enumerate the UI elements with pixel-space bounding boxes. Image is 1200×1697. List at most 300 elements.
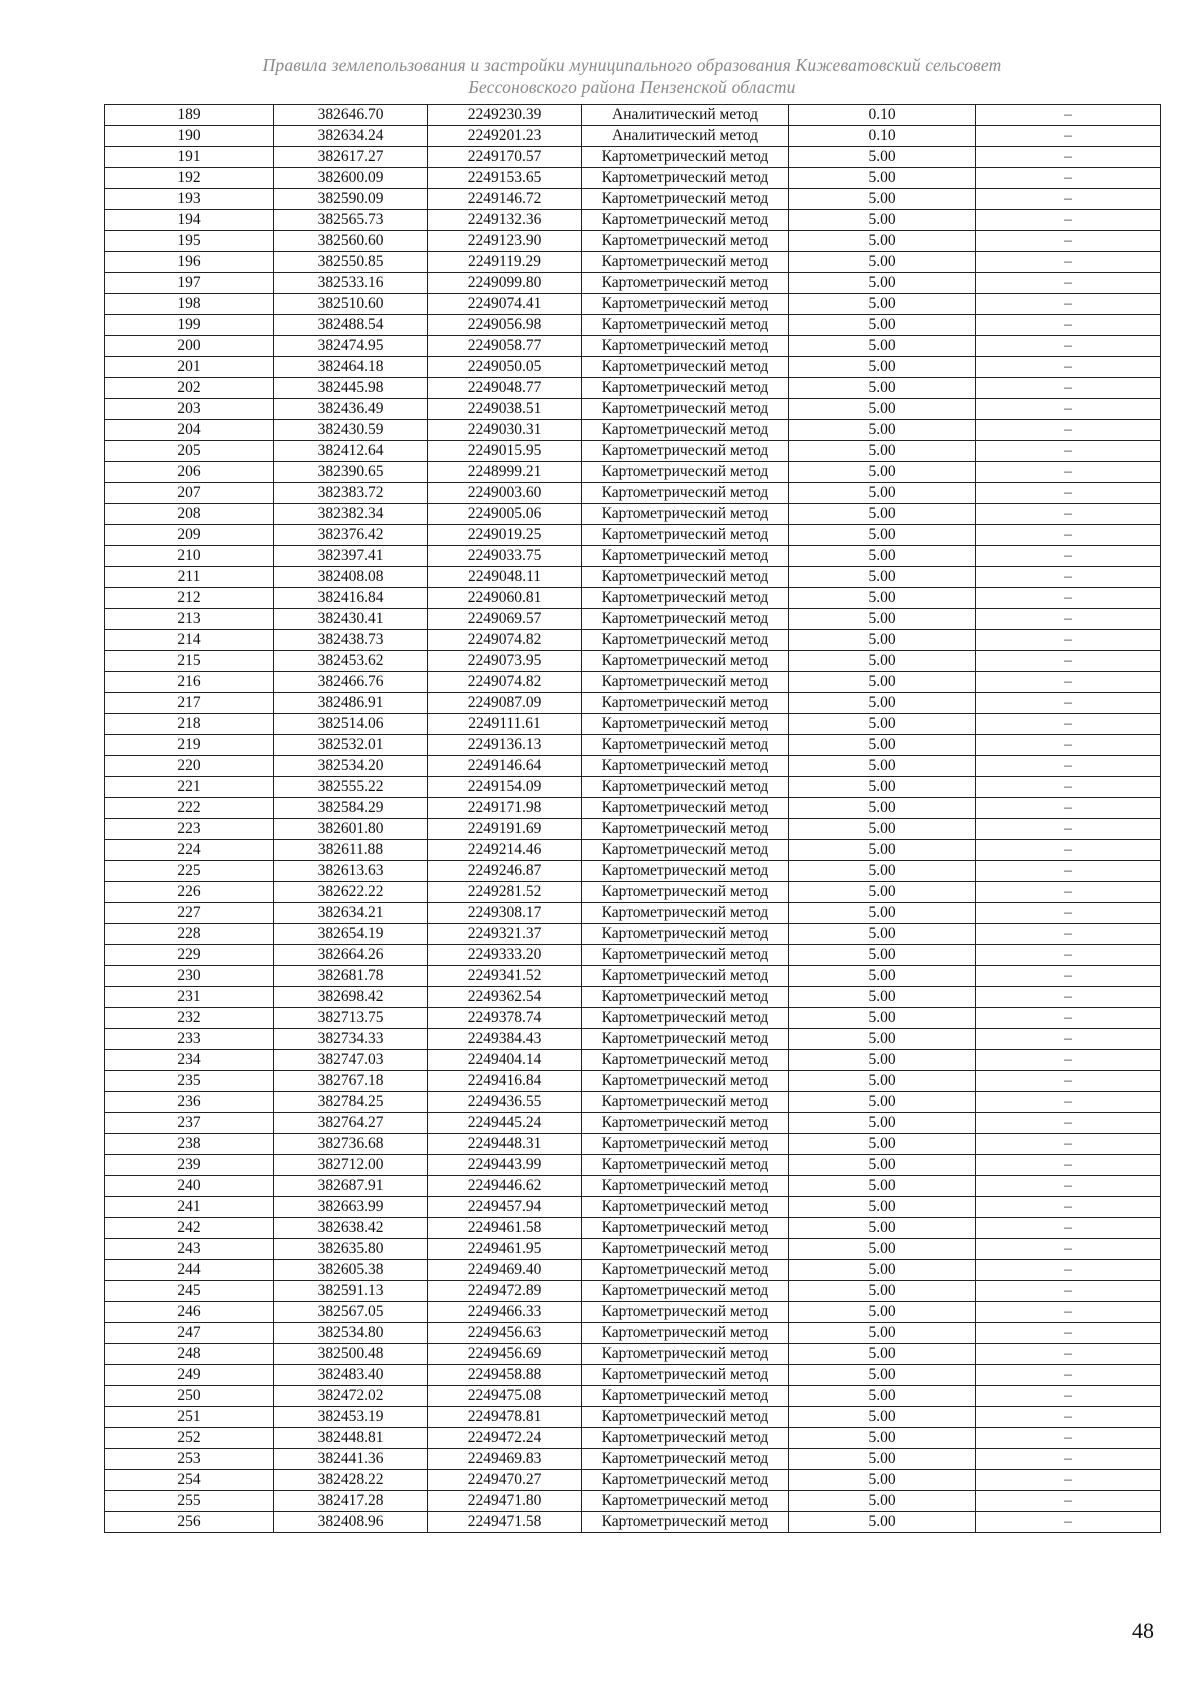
accuracy-cell: 5.00	[789, 294, 976, 315]
y-coordinate-cell: 2249191.69	[428, 819, 582, 840]
table-row	[105, 1449, 1161, 1470]
note-cell: –	[976, 273, 1161, 294]
accuracy-cell: 5.00	[789, 672, 976, 693]
x-coordinate-cell: 382466.76	[274, 672, 428, 693]
accuracy-cell: 5.00	[789, 1176, 976, 1197]
point-number-cell: 226	[105, 882, 274, 903]
x-coordinate-cell: 382634.21	[274, 903, 428, 924]
y-coordinate-cell: 2249230.39	[428, 105, 582, 126]
table-row	[105, 336, 1161, 357]
accuracy-cell: 5.00	[789, 714, 976, 735]
point-number-cell: 222	[105, 798, 274, 819]
accuracy-cell: 5.00	[789, 735, 976, 756]
method-cell: Картометрический метод	[582, 1512, 789, 1533]
accuracy-cell: 5.00	[789, 1323, 976, 1344]
y-coordinate-cell: 2249362.54	[428, 987, 582, 1008]
accuracy-cell: 5.00	[789, 1365, 976, 1386]
point-number-cell: 245	[105, 1281, 274, 1302]
accuracy-cell: 5.00	[789, 357, 976, 378]
method-cell: Картометрический метод	[582, 546, 789, 567]
accuracy-cell: 5.00	[789, 315, 976, 336]
note-cell: –	[976, 504, 1161, 525]
note-cell: –	[976, 735, 1161, 756]
y-coordinate-cell: 2249458.88	[428, 1365, 582, 1386]
note-cell: –	[976, 1071, 1161, 1092]
x-coordinate-cell: 382483.40	[274, 1365, 428, 1386]
method-cell: Картометрический метод	[582, 147, 789, 168]
point-number-cell: 189	[105, 105, 274, 126]
table-row	[105, 588, 1161, 609]
table-row	[105, 399, 1161, 420]
method-cell: Картометрический метод	[582, 903, 789, 924]
y-coordinate-cell: 2249461.58	[428, 1218, 582, 1239]
y-coordinate-cell: 2249153.65	[428, 168, 582, 189]
note-cell: –	[976, 588, 1161, 609]
accuracy-cell: 0.10	[789, 105, 976, 126]
table-row	[105, 945, 1161, 966]
point-number-cell: 221	[105, 777, 274, 798]
y-coordinate-cell: 2249443.99	[428, 1155, 582, 1176]
point-number-cell: 203	[105, 399, 274, 420]
method-cell: Картометрический метод	[582, 1092, 789, 1113]
table-row	[105, 147, 1161, 168]
method-cell: Картометрический метод	[582, 1197, 789, 1218]
accuracy-cell: 5.00	[789, 1092, 976, 1113]
y-coordinate-cell: 2249416.84	[428, 1071, 582, 1092]
y-coordinate-cell: 2249378.74	[428, 1008, 582, 1029]
point-number-cell: 250	[105, 1386, 274, 1407]
x-coordinate-cell: 382712.00	[274, 1155, 428, 1176]
y-coordinate-cell: 2249321.37	[428, 924, 582, 945]
table-row	[105, 168, 1161, 189]
x-coordinate-cell: 382534.20	[274, 756, 428, 777]
y-coordinate-cell: 2249033.75	[428, 546, 582, 567]
table-row	[105, 441, 1161, 462]
method-cell: Картометрический метод	[582, 378, 789, 399]
point-number-cell: 192	[105, 168, 274, 189]
table-row	[105, 567, 1161, 588]
method-cell: Картометрический метод	[582, 231, 789, 252]
x-coordinate-cell: 382611.88	[274, 840, 428, 861]
note-cell: –	[976, 483, 1161, 504]
table-row	[105, 861, 1161, 882]
y-coordinate-cell: 2249119.29	[428, 252, 582, 273]
note-cell: –	[976, 693, 1161, 714]
method-cell: Картометрический метод	[582, 1239, 789, 1260]
method-cell: Картометрический метод	[582, 420, 789, 441]
y-coordinate-cell: 2249475.08	[428, 1386, 582, 1407]
y-coordinate-cell: 2249341.52	[428, 966, 582, 987]
table-row	[105, 798, 1161, 819]
point-number-cell: 219	[105, 735, 274, 756]
x-coordinate-cell: 382412.64	[274, 441, 428, 462]
table-row	[105, 504, 1161, 525]
accuracy-cell: 5.00	[789, 1428, 976, 1449]
note-cell: –	[976, 777, 1161, 798]
y-coordinate-cell: 2249308.17	[428, 903, 582, 924]
x-coordinate-cell: 382428.22	[274, 1470, 428, 1491]
note-cell: –	[976, 210, 1161, 231]
table-row	[105, 1218, 1161, 1239]
table-row	[105, 546, 1161, 567]
x-coordinate-cell: 382533.16	[274, 273, 428, 294]
y-coordinate-cell: 2249074.82	[428, 630, 582, 651]
note-cell: –	[976, 1449, 1161, 1470]
point-number-cell: 248	[105, 1344, 274, 1365]
y-coordinate-cell: 2249099.80	[428, 273, 582, 294]
point-number-cell: 235	[105, 1071, 274, 1092]
point-number-cell: 237	[105, 1113, 274, 1134]
y-coordinate-cell: 2249074.41	[428, 294, 582, 315]
table-row	[105, 882, 1161, 903]
table-row	[105, 819, 1161, 840]
method-cell: Картометрический метод	[582, 735, 789, 756]
point-number-cell: 191	[105, 147, 274, 168]
method-cell: Аналитический метод	[582, 105, 789, 126]
accuracy-cell: 5.00	[789, 1113, 976, 1134]
y-coordinate-cell: 2249038.51	[428, 399, 582, 420]
accuracy-cell: 5.00	[789, 336, 976, 357]
point-number-cell: 208	[105, 504, 274, 525]
table-row	[105, 294, 1161, 315]
method-cell: Картометрический метод	[582, 1050, 789, 1071]
table-row	[105, 609, 1161, 630]
x-coordinate-cell: 382408.08	[274, 567, 428, 588]
x-coordinate-cell: 382601.80	[274, 819, 428, 840]
table-row	[105, 1302, 1161, 1323]
accuracy-cell: 5.00	[789, 168, 976, 189]
note-cell: –	[976, 1302, 1161, 1323]
point-number-cell: 231	[105, 987, 274, 1008]
point-number-cell: 193	[105, 189, 274, 210]
x-coordinate-cell: 382654.19	[274, 924, 428, 945]
accuracy-cell: 5.00	[789, 1197, 976, 1218]
x-coordinate-cell: 382445.98	[274, 378, 428, 399]
table-row	[105, 1050, 1161, 1071]
table-row	[105, 483, 1161, 504]
table-row	[105, 420, 1161, 441]
point-number-cell: 244	[105, 1260, 274, 1281]
accuracy-cell: 5.00	[789, 903, 976, 924]
accuracy-cell: 5.00	[789, 1344, 976, 1365]
y-coordinate-cell: 2249087.09	[428, 693, 582, 714]
x-coordinate-cell: 382430.41	[274, 609, 428, 630]
x-coordinate-cell: 382698.42	[274, 987, 428, 1008]
x-coordinate-cell: 382430.59	[274, 420, 428, 441]
table-row	[105, 189, 1161, 210]
accuracy-cell: 5.00	[789, 1512, 976, 1533]
accuracy-cell: 5.00	[789, 483, 976, 504]
accuracy-cell: 5.00	[789, 630, 976, 651]
y-coordinate-cell: 2249436.55	[428, 1092, 582, 1113]
table-row	[105, 1428, 1161, 1449]
x-coordinate-cell: 382664.26	[274, 945, 428, 966]
note-cell: –	[976, 1134, 1161, 1155]
y-coordinate-cell: 2248999.21	[428, 462, 582, 483]
note-cell: –	[976, 1113, 1161, 1134]
table-row	[105, 1260, 1161, 1281]
table-row	[105, 903, 1161, 924]
x-coordinate-cell: 382565.73	[274, 210, 428, 231]
x-coordinate-cell: 382397.41	[274, 546, 428, 567]
accuracy-cell: 5.00	[789, 1281, 976, 1302]
point-number-cell: 211	[105, 567, 274, 588]
point-number-cell: 216	[105, 672, 274, 693]
table-row	[105, 672, 1161, 693]
point-number-cell: 255	[105, 1491, 274, 1512]
accuracy-cell: 5.00	[789, 147, 976, 168]
table-row	[105, 231, 1161, 252]
point-number-cell: 199	[105, 315, 274, 336]
point-number-cell: 206	[105, 462, 274, 483]
table-row	[105, 756, 1161, 777]
y-coordinate-cell: 2249471.80	[428, 1491, 582, 1512]
x-coordinate-cell: 382646.70	[274, 105, 428, 126]
y-coordinate-cell: 2249003.60	[428, 483, 582, 504]
x-coordinate-cell: 382417.28	[274, 1491, 428, 1512]
accuracy-cell: 5.00	[789, 651, 976, 672]
table-row	[105, 1281, 1161, 1302]
accuracy-cell: 5.00	[789, 1239, 976, 1260]
method-cell: Аналитический метод	[582, 126, 789, 147]
method-cell: Картометрический метод	[582, 588, 789, 609]
accuracy-cell: 5.00	[789, 1491, 976, 1512]
y-coordinate-cell: 2249201.23	[428, 126, 582, 147]
y-coordinate-cell: 2249384.43	[428, 1029, 582, 1050]
x-coordinate-cell: 382383.72	[274, 483, 428, 504]
accuracy-cell: 5.00	[789, 1050, 976, 1071]
note-cell: –	[976, 1491, 1161, 1512]
point-number-cell: 224	[105, 840, 274, 861]
x-coordinate-cell: 382605.38	[274, 1260, 428, 1281]
note-cell: –	[976, 420, 1161, 441]
note-cell: –	[976, 357, 1161, 378]
method-cell: Картометрический метод	[582, 168, 789, 189]
point-number-cell: 201	[105, 357, 274, 378]
x-coordinate-cell: 382681.78	[274, 966, 428, 987]
note-cell: –	[976, 861, 1161, 882]
note-cell: –	[976, 987, 1161, 1008]
note-cell: –	[976, 1155, 1161, 1176]
note-cell: –	[976, 714, 1161, 735]
x-coordinate-cell: 382590.09	[274, 189, 428, 210]
y-coordinate-cell: 2249445.24	[428, 1113, 582, 1134]
x-coordinate-cell: 382472.02	[274, 1386, 428, 1407]
point-number-cell: 233	[105, 1029, 274, 1050]
x-coordinate-cell: 382634.24	[274, 126, 428, 147]
method-cell: Картометрический метод	[582, 966, 789, 987]
accuracy-cell: 5.00	[789, 231, 976, 252]
table-row	[105, 1071, 1161, 1092]
method-cell: Картометрический метод	[582, 1302, 789, 1323]
note-cell: –	[976, 1323, 1161, 1344]
x-coordinate-cell: 382464.18	[274, 357, 428, 378]
accuracy-cell: 5.00	[789, 987, 976, 1008]
x-coordinate-cell: 382436.49	[274, 399, 428, 420]
accuracy-cell: 5.00	[789, 1449, 976, 1470]
accuracy-cell: 0.10	[789, 126, 976, 147]
table-row	[105, 1344, 1161, 1365]
accuracy-cell: 5.00	[789, 1470, 976, 1491]
x-coordinate-cell: 382622.22	[274, 882, 428, 903]
accuracy-cell: 5.00	[789, 378, 976, 399]
note-cell: –	[976, 756, 1161, 777]
note-cell: –	[976, 1050, 1161, 1071]
note-cell: –	[976, 1386, 1161, 1407]
method-cell: Картометрический метод	[582, 1323, 789, 1344]
table-row	[105, 1197, 1161, 1218]
method-cell: Картометрический метод	[582, 1029, 789, 1050]
method-cell: Картометрический метод	[582, 1491, 789, 1512]
method-cell: Картометрический метод	[582, 924, 789, 945]
x-coordinate-cell: 382448.81	[274, 1428, 428, 1449]
method-cell: Картометрический метод	[582, 630, 789, 651]
point-number-cell: 227	[105, 903, 274, 924]
point-number-cell: 212	[105, 588, 274, 609]
x-coordinate-cell: 382560.60	[274, 231, 428, 252]
table-row	[105, 210, 1161, 231]
point-number-cell: 229	[105, 945, 274, 966]
accuracy-cell: 5.00	[789, 546, 976, 567]
method-cell: Картометрический метод	[582, 504, 789, 525]
y-coordinate-cell: 2249056.98	[428, 315, 582, 336]
method-cell: Картометрический метод	[582, 1071, 789, 1092]
accuracy-cell: 5.00	[789, 1407, 976, 1428]
note-cell: –	[976, 168, 1161, 189]
x-coordinate-cell: 382713.75	[274, 1008, 428, 1029]
table-row	[105, 525, 1161, 546]
y-coordinate-cell: 2249470.27	[428, 1470, 582, 1491]
table-row	[105, 1407, 1161, 1428]
method-cell: Картометрический метод	[582, 1407, 789, 1428]
x-coordinate-cell: 382514.06	[274, 714, 428, 735]
point-number-cell: 202	[105, 378, 274, 399]
point-number-cell: 253	[105, 1449, 274, 1470]
method-cell: Картометрический метод	[582, 210, 789, 231]
note-cell: –	[976, 945, 1161, 966]
note-cell: –	[976, 1344, 1161, 1365]
note-cell: –	[976, 1512, 1161, 1533]
y-coordinate-cell: 2249074.82	[428, 672, 582, 693]
accuracy-cell: 5.00	[789, 840, 976, 861]
method-cell: Картометрический метод	[582, 1113, 789, 1134]
x-coordinate-cell: 382474.95	[274, 336, 428, 357]
table-row	[105, 1029, 1161, 1050]
y-coordinate-cell: 2249060.81	[428, 588, 582, 609]
x-coordinate-cell: 382635.80	[274, 1239, 428, 1260]
method-cell: Картометрический метод	[582, 294, 789, 315]
point-number-cell: 252	[105, 1428, 274, 1449]
y-coordinate-cell: 2249281.52	[428, 882, 582, 903]
note-cell: –	[976, 1218, 1161, 1239]
accuracy-cell: 5.00	[789, 882, 976, 903]
point-number-cell: 204	[105, 420, 274, 441]
accuracy-cell: 5.00	[789, 1029, 976, 1050]
table-row	[105, 630, 1161, 651]
y-coordinate-cell: 2249136.13	[428, 735, 582, 756]
x-coordinate-cell: 382510.60	[274, 294, 428, 315]
note-cell: –	[976, 546, 1161, 567]
note-cell: –	[976, 1470, 1161, 1491]
y-coordinate-cell: 2249469.40	[428, 1260, 582, 1281]
method-cell: Картометрический метод	[582, 672, 789, 693]
point-number-cell: 209	[105, 525, 274, 546]
x-coordinate-cell: 382736.68	[274, 1134, 428, 1155]
y-coordinate-cell: 2249005.06	[428, 504, 582, 525]
x-coordinate-cell: 382663.99	[274, 1197, 428, 1218]
x-coordinate-cell: 382687.91	[274, 1176, 428, 1197]
method-cell: Картометрический метод	[582, 1344, 789, 1365]
method-cell: Картометрический метод	[582, 1260, 789, 1281]
point-number-cell: 256	[105, 1512, 274, 1533]
method-cell: Картометрический метод	[582, 798, 789, 819]
accuracy-cell: 5.00	[789, 210, 976, 231]
table-row	[105, 1176, 1161, 1197]
y-coordinate-cell: 2249073.95	[428, 651, 582, 672]
method-cell: Картометрический метод	[582, 567, 789, 588]
note-cell: –	[976, 294, 1161, 315]
table-row	[105, 1365, 1161, 1386]
method-cell: Картометрический метод	[582, 756, 789, 777]
note-cell: –	[976, 1092, 1161, 1113]
note-cell: –	[976, 189, 1161, 210]
note-cell: –	[976, 1239, 1161, 1260]
method-cell: Картометрический метод	[582, 987, 789, 1008]
point-number-cell: 195	[105, 231, 274, 252]
note-cell: –	[976, 315, 1161, 336]
page-number: 48	[1132, 1618, 1154, 1643]
y-coordinate-cell: 2249170.57	[428, 147, 582, 168]
note-cell: –	[976, 840, 1161, 861]
y-coordinate-cell: 2249333.20	[428, 945, 582, 966]
page-header	[104, 54, 1160, 98]
note-cell: –	[976, 672, 1161, 693]
method-cell: Картометрический метод	[582, 1134, 789, 1155]
point-number-cell: 247	[105, 1323, 274, 1344]
note-cell: –	[976, 1281, 1161, 1302]
method-cell: Картометрический метод	[582, 861, 789, 882]
method-cell: Картометрический метод	[582, 819, 789, 840]
note-cell: –	[976, 1008, 1161, 1029]
accuracy-cell: 5.00	[789, 420, 976, 441]
accuracy-cell: 5.00	[789, 441, 976, 462]
accuracy-cell: 5.00	[789, 462, 976, 483]
method-cell: Картометрический метод	[582, 945, 789, 966]
accuracy-cell: 5.00	[789, 273, 976, 294]
table-row	[105, 693, 1161, 714]
note-cell: –	[976, 525, 1161, 546]
x-coordinate-cell: 382747.03	[274, 1050, 428, 1071]
point-number-cell: 198	[105, 294, 274, 315]
x-coordinate-cell: 382617.27	[274, 147, 428, 168]
method-cell: Картометрический метод	[582, 462, 789, 483]
x-coordinate-cell: 382438.73	[274, 630, 428, 651]
point-number-cell: 218	[105, 714, 274, 735]
point-number-cell: 249	[105, 1365, 274, 1386]
point-number-cell: 239	[105, 1155, 274, 1176]
table-row	[105, 1386, 1161, 1407]
accuracy-cell: 5.00	[789, 798, 976, 819]
point-number-cell: 251	[105, 1407, 274, 1428]
y-coordinate-cell: 2249058.77	[428, 336, 582, 357]
x-coordinate-cell: 382567.05	[274, 1302, 428, 1323]
x-coordinate-cell: 382382.34	[274, 504, 428, 525]
method-cell: Картометрический метод	[582, 1365, 789, 1386]
y-coordinate-cell: 2249457.94	[428, 1197, 582, 1218]
note-cell: –	[976, 336, 1161, 357]
note-cell: –	[976, 924, 1161, 945]
note-cell: –	[976, 231, 1161, 252]
